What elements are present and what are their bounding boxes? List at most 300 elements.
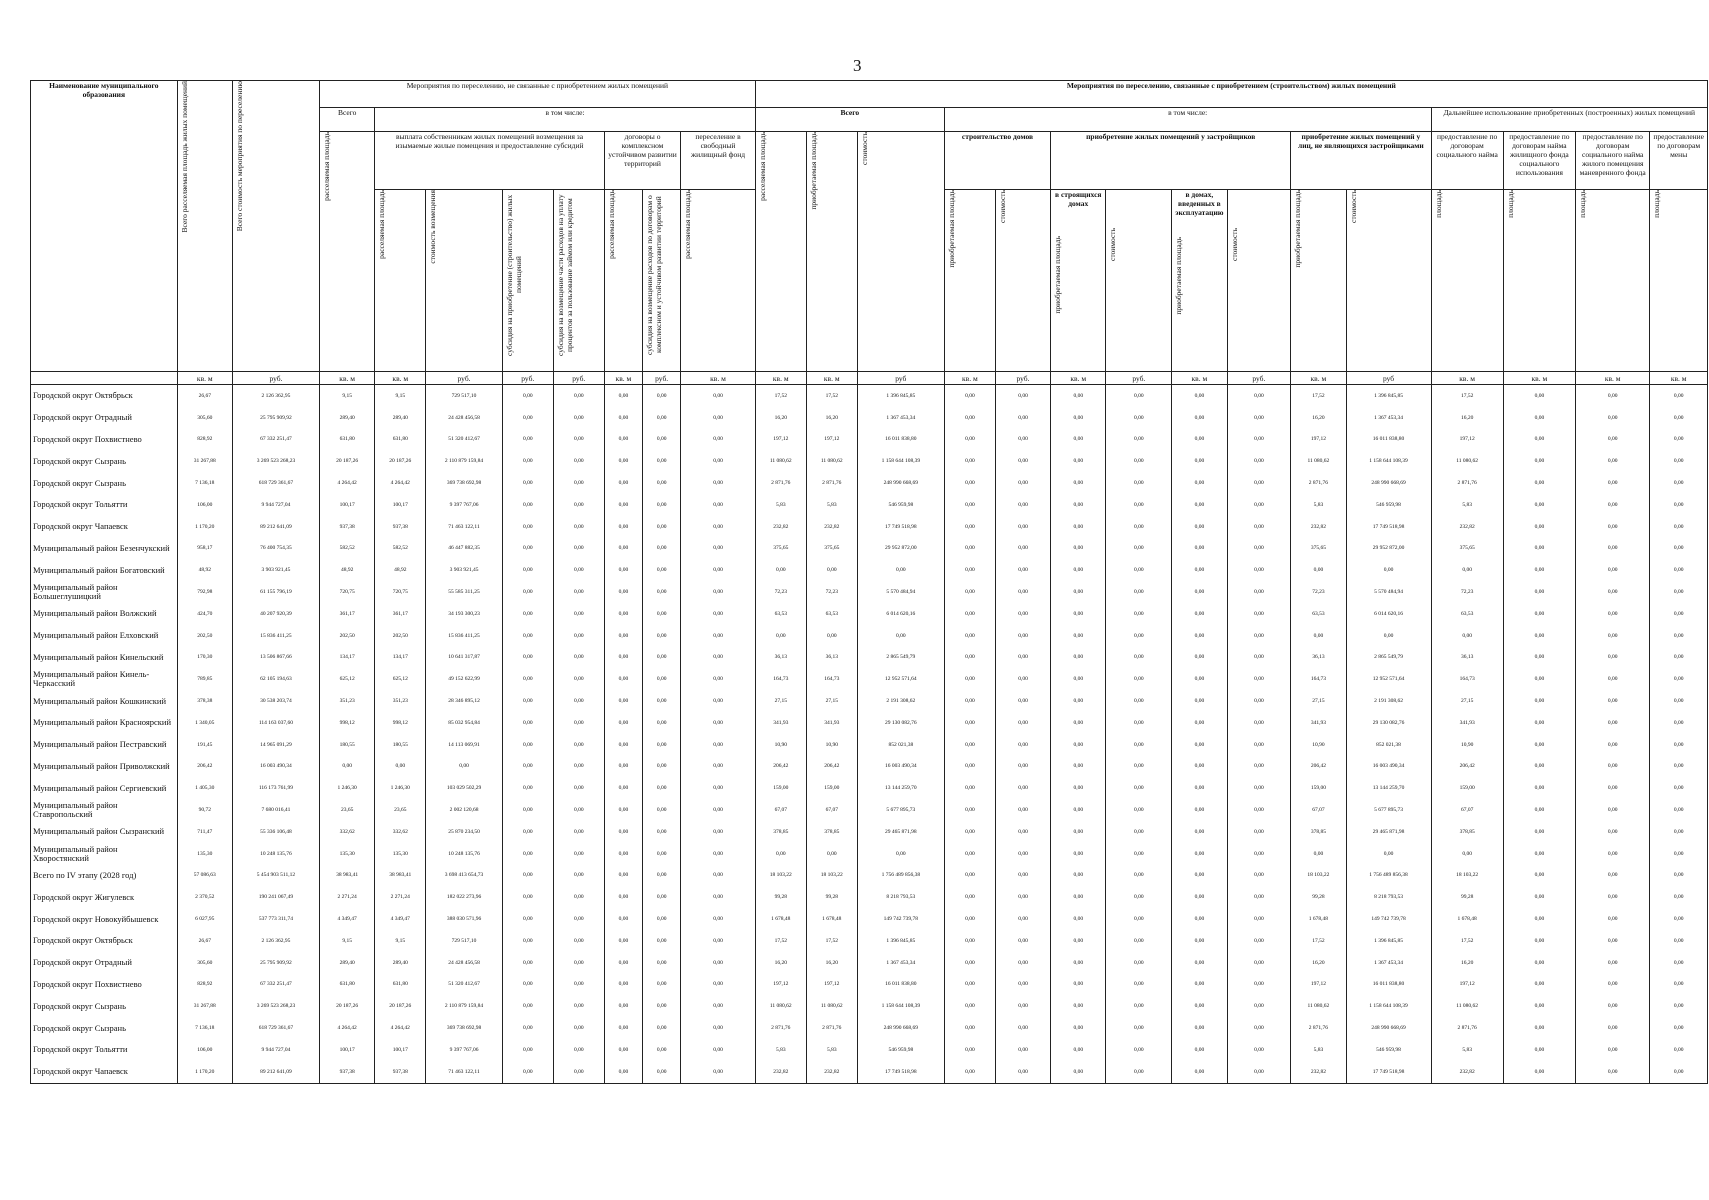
value-cell: 720,75 [375,581,426,603]
value-cell: 197,12 [1431,974,1503,996]
value-cell: 28 346 895,12 [426,690,503,712]
value-cell: 248 990 668,69 [857,472,944,494]
table-row [31,886,1708,908]
value-cell: 0,00 [944,908,995,930]
value-cell: 0,00 [553,385,604,407]
value-cell: 20 187,26 [320,450,375,472]
value-cell: 0,00 [1650,647,1708,669]
value-cell: 0,00 [857,559,944,581]
value-cell: 0,00 [1431,843,1503,865]
value-cell: 67,07 [755,799,806,821]
value-cell: 2 871,76 [1431,472,1503,494]
value-cell: 0,00 [1503,668,1575,690]
value-cell: 0,00 [553,625,604,647]
unit-cell: кв. м [806,372,857,385]
value-cell: 0,00 [643,581,681,603]
value-cell: 0,00 [553,865,604,887]
value-cell: 0,00 [1051,1017,1106,1039]
value-cell: 0,00 [1227,494,1291,516]
value-cell: 0,00 [1650,690,1708,712]
municipality-name: Городской округ Сызрань [31,995,178,1017]
municipality-name: Городской округ Похвистнево [31,429,178,451]
value-cell: 0,00 [502,799,553,821]
value-cell: 16,20 [1291,952,1346,974]
value-cell: 11 080,62 [755,995,806,1017]
value-cell: 0,00 [1650,407,1708,429]
value-cell: 0,00 [553,821,604,843]
value-cell: 0,00 [553,734,604,756]
value-cell: 3 903 921,45 [232,559,319,581]
value-cell: 16 003 490,34 [1346,756,1431,778]
value-cell: 18 103,22 [1431,865,1503,887]
value-cell: 0,00 [502,865,553,887]
value-cell: 0,00 [681,865,755,887]
value-cell: 0,00 [502,974,553,996]
value-cell: 0,00 [1227,603,1291,625]
value-cell: 197,12 [1431,429,1503,451]
value-cell: 14 965 091,29 [232,734,319,756]
value-cell: 0,00 [604,407,642,429]
value-cell: 135,30 [177,843,232,865]
header-use-2: предоставление по договорам найма жилищного фонда социального использования [1503,132,1575,190]
value-cell: 5,83 [1291,494,1346,516]
value-cell: 0,00 [502,668,553,690]
municipality-name: Муниципальный район Елховский [31,625,178,647]
value-cell: 0,00 [1172,930,1227,952]
value-cell: 0,00 [1650,1039,1708,1061]
header-in-building-cost-cell [1106,190,1172,372]
value-cell: 15 836 411,25 [426,625,503,647]
value-cell: 197,12 [806,429,857,451]
value-cell: 0,00 [1227,429,1291,451]
value-cell: 0,00 [604,734,642,756]
value-cell: 958,17 [177,538,232,560]
value-cell: 0,00 [1051,385,1106,407]
value-cell: 0,00 [1227,472,1291,494]
value-cell: 206,42 [1291,756,1346,778]
value-cell: 0,00 [944,516,995,538]
header-area-use4: площадь [1652,190,1662,218]
value-cell: 0,00 [1227,516,1291,538]
header-purchase-nondev: приобретение жилых помещений у лиц, не являющихся застройщиками [1291,132,1431,190]
value-cell: 202,50 [320,625,375,647]
value-cell: 48,92 [320,559,375,581]
value-cell: 182 022 273,96 [426,886,503,908]
value-cell: 0,00 [1106,952,1172,974]
value-cell: 0,00 [806,559,857,581]
header-incl-b: в том числе: [944,108,1431,132]
value-cell: 388 030 571,96 [426,908,503,930]
value-cell: 0,00 [643,777,681,799]
value-cell: 36,13 [1291,647,1346,669]
value-cell: 0,00 [995,734,1050,756]
value-cell: 51 320 412,67 [426,974,503,996]
value-cell: 48,92 [375,559,426,581]
value-cell: 0,00 [1227,799,1291,821]
value-cell: 2 871,76 [1291,1017,1346,1039]
value-cell: 0,00 [995,581,1050,603]
value-cell: 0,00 [1650,843,1708,865]
value-cell: 40 207 920,39 [232,603,319,625]
value-cell: 0,00 [1172,581,1227,603]
value-cell: 197,12 [755,974,806,996]
value-cell: 0,00 [1051,712,1106,734]
value-cell: 0,00 [1051,407,1106,429]
value-cell: 18 103,22 [806,865,857,887]
value-cell: 62 105 194,63 [232,668,319,690]
value-cell: 0,00 [995,1017,1050,1039]
value-cell: 0,00 [553,908,604,930]
value-cell: 29 465 871,98 [1346,821,1431,843]
value-cell: 0,00 [1346,843,1431,865]
value-cell: 5 677 895,73 [1346,799,1431,821]
value-cell: 232,82 [1291,1061,1346,1083]
value-cell: 351,23 [320,690,375,712]
value-cell: 16,20 [755,952,806,974]
header-acquired-area-b-cell [806,132,857,372]
value-cell: 0,00 [1227,712,1291,734]
value-cell: 0,00 [502,734,553,756]
value-cell: 0,00 [1227,690,1291,712]
value-cell: 164,73 [806,668,857,690]
value-cell: 0,00 [1576,647,1650,669]
municipality-name: Муниципальный район Волжский [31,603,178,625]
value-cell: 0,00 [1106,625,1172,647]
value-cell: 8 218 793,53 [1346,886,1431,908]
value-cell: 0,00 [1576,886,1650,908]
value-cell: 0,00 [502,690,553,712]
value-cell: 0,00 [1106,494,1172,516]
value-cell: 0,00 [643,930,681,952]
value-cell: 99,28 [755,886,806,908]
value-cell: 0,00 [604,647,642,669]
value-cell: 0,00 [1503,494,1575,516]
value-cell: 0,00 [1172,690,1227,712]
value-cell: 289,40 [375,952,426,974]
value-cell: 0,00 [643,712,681,734]
value-cell: 0,00 [1503,734,1575,756]
value-cell: 0,00 [1650,930,1708,952]
value-cell: 0,00 [1503,712,1575,734]
value-cell: 1 340,05 [177,712,232,734]
value-cell: 17,52 [1431,385,1503,407]
value-cell: 0,00 [502,756,553,778]
value-cell: 67,07 [1291,799,1346,821]
value-cell: 0,00 [1576,450,1650,472]
value-cell: 0,00 [944,1039,995,1061]
value-cell: 0,00 [681,559,755,581]
value-cell: 0,00 [502,952,553,974]
value-cell: 18 103,22 [755,865,806,887]
value-cell: 72,23 [1431,581,1503,603]
value-cell: 1 396 845,85 [857,930,944,952]
value-cell: 1 158 644 108,39 [1346,995,1431,1017]
value-cell: 0,00 [1503,450,1575,472]
header-cost-operation: стоимость [1229,228,1239,261]
value-cell: 0,00 [502,995,553,1017]
value-cell: 0,00 [1227,668,1291,690]
value-cell: 31 267,88 [177,995,232,1017]
value-cell: 0,00 [995,647,1050,669]
value-cell: 0,00 [995,865,1050,887]
table-row [31,865,1708,887]
value-cell: 0,00 [1227,647,1291,669]
value-cell: 16 011 838,80 [1346,429,1431,451]
value-cell: 0,00 [1172,603,1227,625]
value-cell: 0,00 [1106,538,1172,560]
table-row [31,407,1708,429]
value-cell: 0,00 [1503,1061,1575,1083]
value-cell: 0,00 [1172,886,1227,908]
value-cell: 0,00 [1227,756,1291,778]
header-in-operation: в домах, введенных в эксплуатацию [1175,190,1224,217]
value-cell: 789,85 [177,668,232,690]
value-cell: 29 130 082,76 [857,712,944,734]
header-area-use2: площадь [1505,190,1515,218]
value-cell: 63,53 [806,603,857,625]
value-cell: 0,00 [1576,734,1650,756]
header-v14-cell [1291,190,1346,372]
value-cell: 0,00 [1106,581,1172,603]
municipality-name: Муниципальный район Красноярский [31,712,178,734]
value-cell: 134,17 [320,647,375,669]
value-cell: 0,00 [1503,799,1575,821]
table-row [31,385,1708,407]
header-v1-cell [375,190,426,372]
value-cell: 0,00 [1106,516,1172,538]
header-v2-cell [426,190,503,372]
value-cell: 1 396 845,85 [857,385,944,407]
value-cell: 0,00 [1576,603,1650,625]
value-cell: 0,00 [1051,734,1106,756]
header-purchase-dev: приобретение жилых помещений у застройщиков [1051,132,1291,190]
value-cell: 17,52 [1291,385,1346,407]
value-cell: 135,30 [320,843,375,865]
unit-cell: руб [1346,372,1431,385]
value-cell: 13 506 867,66 [232,647,319,669]
value-cell: 0,00 [995,516,1050,538]
table-row [31,734,1708,756]
value-cell: 71 463 122,11 [426,1061,503,1083]
value-cell: 0,00 [1650,494,1708,516]
value-cell: 0,00 [1503,995,1575,1017]
value-cell: 17 749 518,98 [1346,1061,1431,1083]
value-cell: 0,00 [643,1061,681,1083]
page-number: 3 [853,56,862,75]
value-cell: 3 903 921,45 [426,559,503,581]
value-cell: 27,15 [755,690,806,712]
header-v19-cell [1650,190,1708,372]
value-cell: 424,70 [177,603,232,625]
value-cell: 1 367 453,34 [1346,952,1431,974]
unit-cell: кв. м [320,372,375,385]
value-cell: 2 871,76 [755,472,806,494]
value-cell: 0,00 [1576,494,1650,516]
value-cell: 0,00 [681,603,755,625]
value-cell: 937,38 [320,1061,375,1083]
header-use-1: предоставление по договорам социального найма [1431,132,1503,190]
value-cell: 0,00 [944,407,995,429]
value-cell: 0,00 [502,603,553,625]
value-cell: 378,85 [1291,821,1346,843]
value-cell: 0,00 [681,712,755,734]
value-cell: 0,00 [1576,516,1650,538]
table-row [31,603,1708,625]
value-cell: 0,00 [1172,538,1227,560]
value-cell: 0,00 [681,472,755,494]
value-cell: 0,00 [643,908,681,930]
value-cell: 164,73 [1291,668,1346,690]
value-cell: 0,00 [1106,1061,1172,1083]
value-cell: 0,00 [643,756,681,778]
value-cell: 0,00 [502,581,553,603]
value-cell: 2 865 549,79 [857,647,944,669]
value-cell: 0,00 [1106,974,1172,996]
value-cell: 0,00 [995,472,1050,494]
value-cell: 0,00 [604,799,642,821]
table-row [31,974,1708,996]
value-cell: 18 103,22 [1291,865,1346,887]
value-cell: 0,00 [1576,559,1650,581]
value-cell: 0,00 [1431,559,1503,581]
value-cell: 0,00 [1650,581,1708,603]
value-cell: 0,00 [553,494,604,516]
value-cell: 6 014 620,16 [857,603,944,625]
value-cell: 0,00 [1650,886,1708,908]
value-cell: 0,00 [502,429,553,451]
value-cell: 0,00 [1650,668,1708,690]
value-cell: 99,28 [806,886,857,908]
value-cell: 0,00 [1227,407,1291,429]
header-contracts: договоры о комплексном устойчивом развитии территорий [604,132,681,190]
value-cell: 2 871,76 [1431,1017,1503,1039]
value-cell: 11 080,62 [1431,995,1503,1017]
unit-cell: руб. [1106,372,1172,385]
value-cell: 51 320 412,67 [426,429,503,451]
value-cell: 1 246,30 [320,777,375,799]
value-cell: 11 080,62 [755,450,806,472]
header-in-building: в строящихся домах [1055,190,1102,208]
value-cell: 10 641 317,87 [426,647,503,669]
municipality-name: Городской округ Сызрань [31,1017,178,1039]
value-cell: 0,00 [1227,734,1291,756]
value-cell: 0,00 [502,843,553,865]
value-cell: 0,00 [681,777,755,799]
value-cell: 2 110 879 159,84 [426,995,503,1017]
value-cell: 0,00 [1051,538,1106,560]
value-cell: 6 014 620,16 [1346,603,1431,625]
value-cell: 2 126 362,95 [232,385,319,407]
value-cell: 0,00 [604,908,642,930]
value-cell: 0,00 [1051,516,1106,538]
value-cell: 0,00 [502,625,553,647]
value-cell: 0,00 [1051,1039,1106,1061]
value-cell: 159,00 [1291,777,1346,799]
header-resettled-area-a: расселяемая площадь [322,132,332,201]
municipality-name: Городской округ Тольятти [31,1039,178,1061]
value-cell: 0,00 [1227,886,1291,908]
value-cell: 0,00 [1172,516,1227,538]
value-cell: 0,00 [755,559,806,581]
value-cell: 0,00 [643,843,681,865]
value-cell: 2 871,76 [1291,472,1346,494]
value-cell: 0,00 [604,865,642,887]
value-cell: 191,45 [177,734,232,756]
value-cell: 0,00 [553,1061,604,1083]
value-cell: 375,65 [806,538,857,560]
value-cell: 0,00 [1503,603,1575,625]
value-cell: 27,15 [1291,690,1346,712]
unit-cell: руб. [1227,372,1291,385]
table-row [31,668,1708,690]
value-cell: 0,00 [643,603,681,625]
header-v7-cell [681,190,755,372]
header-cost-nondev: стоимость [1348,190,1358,223]
value-cell: 0,00 [1576,952,1650,974]
value-cell: 5 454 903 511,12 [232,865,319,887]
value-cell: 0,00 [1172,450,1227,472]
value-cell: 631,80 [320,429,375,451]
value-cell: 36,13 [755,647,806,669]
value-cell: 232,82 [1291,516,1346,538]
value-cell: 180,55 [320,734,375,756]
value-cell: 30 538 203,74 [232,690,319,712]
value-cell: 9,15 [320,385,375,407]
value-cell: 0,00 [1576,799,1650,821]
value-cell: 0,00 [643,886,681,908]
value-cell: 0,00 [604,952,642,974]
municipality-name: Городской округ Отрадный [31,407,178,429]
value-cell: 0,00 [1051,974,1106,996]
value-cell: 9 397 767,06 [426,494,503,516]
value-cell: 55 336 106,48 [232,821,319,843]
value-cell: 170,30 [177,647,232,669]
value-cell: 0,00 [1106,734,1172,756]
value-cell: 0,00 [1172,756,1227,778]
value-cell: 0,00 [1172,1061,1227,1083]
value-cell: 2 271,24 [375,886,426,908]
value-cell: 3 698 413 654,73 [426,865,503,887]
value-cell: 17 749 518,98 [1346,516,1431,538]
value-cell: 0,00 [643,625,681,647]
value-cell: 1 396 845,85 [1346,385,1431,407]
unit-cell: руб. [995,372,1050,385]
value-cell: 0,00 [1227,930,1291,952]
header-cost-construction: стоимость [997,190,1007,223]
value-cell: 0,00 [604,472,642,494]
value-cell: 63,53 [1431,603,1503,625]
value-cell: 0,00 [1051,1061,1106,1083]
header-resettled-area-a-cell [320,132,375,372]
unit-cell: кв. м [375,372,426,385]
value-cell: 0,00 [643,407,681,429]
value-cell: 0,00 [1576,385,1650,407]
value-cell: 0,00 [1227,625,1291,647]
value-cell: 0,00 [604,843,642,865]
value-cell: 0,00 [944,625,995,647]
value-cell: 0,00 [1172,647,1227,669]
value-cell: 0,00 [1106,821,1172,843]
value-cell: 164,73 [1431,668,1503,690]
value-cell: 7 680 016,41 [232,799,319,821]
value-cell: 0,00 [681,1017,755,1039]
value-cell: 0,00 [1503,559,1575,581]
value-cell: 0,00 [643,995,681,1017]
value-cell: 5,83 [1431,1039,1503,1061]
value-cell: 0,00 [1650,1061,1708,1083]
value-cell: 0,00 [643,559,681,581]
table-row [31,538,1708,560]
